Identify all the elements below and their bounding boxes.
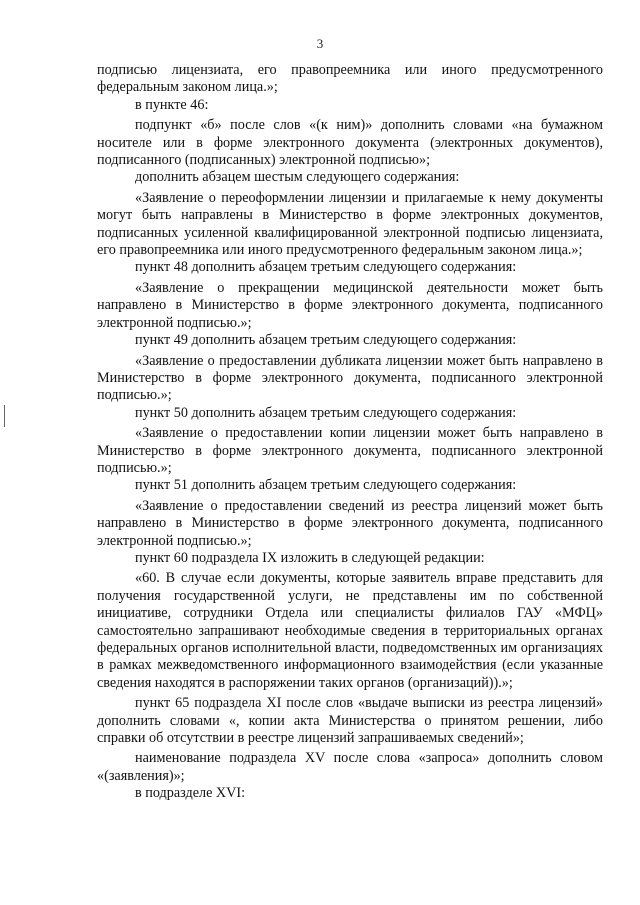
scan-edge-mark (4, 405, 5, 427)
paragraph-12: пункт 51 дополнить абзацем третьим следующего содержания: (135, 477, 517, 494)
paragraph-6: пункт 48 дополнить абзацем третьим следующего содержания: (135, 259, 517, 276)
paragraph-13: «Заявление о предоставлении сведений из реестра лицензий может быть направлено в Министерство в форме электронного документа, подписанного электронной подписью.»; (97, 497, 603, 549)
page-number: 3 (316, 36, 324, 51)
paragraph-11: «Заявление о предоставлении копии лицензии может быть направлено в Министерство в форме электронного документа, подписанного электронной подписью.»; (97, 425, 603, 476)
paragraph-18: в подразделе XVI: (135, 785, 246, 802)
document-body (97, 62, 603, 803)
paragraph-5: «Заявление о переоформлении лицензии и прилагаемые к нему документы могут быть направлены в Министерство в форме электронных документов, подписанных усиленной квалифицированной электронной подписью лицензиата, его правопреемника или иного предусмотренного федеральным законом лица.»; (97, 189, 603, 259)
paragraph-17: наименование подраздела XV после слова «запроса» дополнить словом «(заявления)»; (97, 750, 603, 784)
paragraph-15: «60. В случае если документы, которые заявитель вправе представить для получения государственной услуги, не представлены им по собственной инициативе, сотрудники Отдела или специалисты филиалов ГАУ «МФЦ» самостоятельно запрашивают необходимые сведения в территориальных органах федеральных органов исполнительной власти, подведомственных им организациях в рамках межведомственного информационного взаимодействия (если указанные сведения находятся в распоряжении таких органов (организаций)).»; (97, 570, 603, 691)
paragraph-3: подпункт «б» после слов «(к ним)» дополнить словами «на бумажном носителе или в форме электронного документа (электронных документов), подписанного (подписанных) электронной подписью»; (97, 117, 603, 169)
paragraph-9: «Заявление о предоставлении дубликата лицензии может быть направлено в Министерство в форме электронного документа, подписанного электронной подписью.»; (97, 352, 603, 404)
paragraph-16: пункт 65 подраздела XI после слов «выдаче выписки из реестра лицензий» дополнить словами «, копии акта Министерства о принятом решении, либо справки об отсутствии в реестре лицензий запрашиваемых сведений»; (97, 695, 603, 747)
paragraph-10: пункт 50 дополнить абзацем третьим следующего содержания: (135, 404, 517, 421)
paragraph-1: подписью лицензиата, его правопреемника или иного предусмотренного федеральным законом лица.»; (97, 62, 603, 96)
paragraph-2: в пункте 46: (135, 96, 209, 113)
paragraph-7: «Заявление о прекращении медицинской деятельности может быть направлено в Министерство в форме электронного документа, подписанного электронной подписью.»; (97, 279, 603, 331)
paragraph-14: пункт 60 подраздела IX изложить в следующей редакции: (135, 549, 485, 566)
paragraph-8: пункт 49 дополнить абзацем третьим следующего содержания: (135, 332, 517, 349)
paragraph-4: дополнить абзацем шестым следующего содержания: (135, 169, 460, 186)
